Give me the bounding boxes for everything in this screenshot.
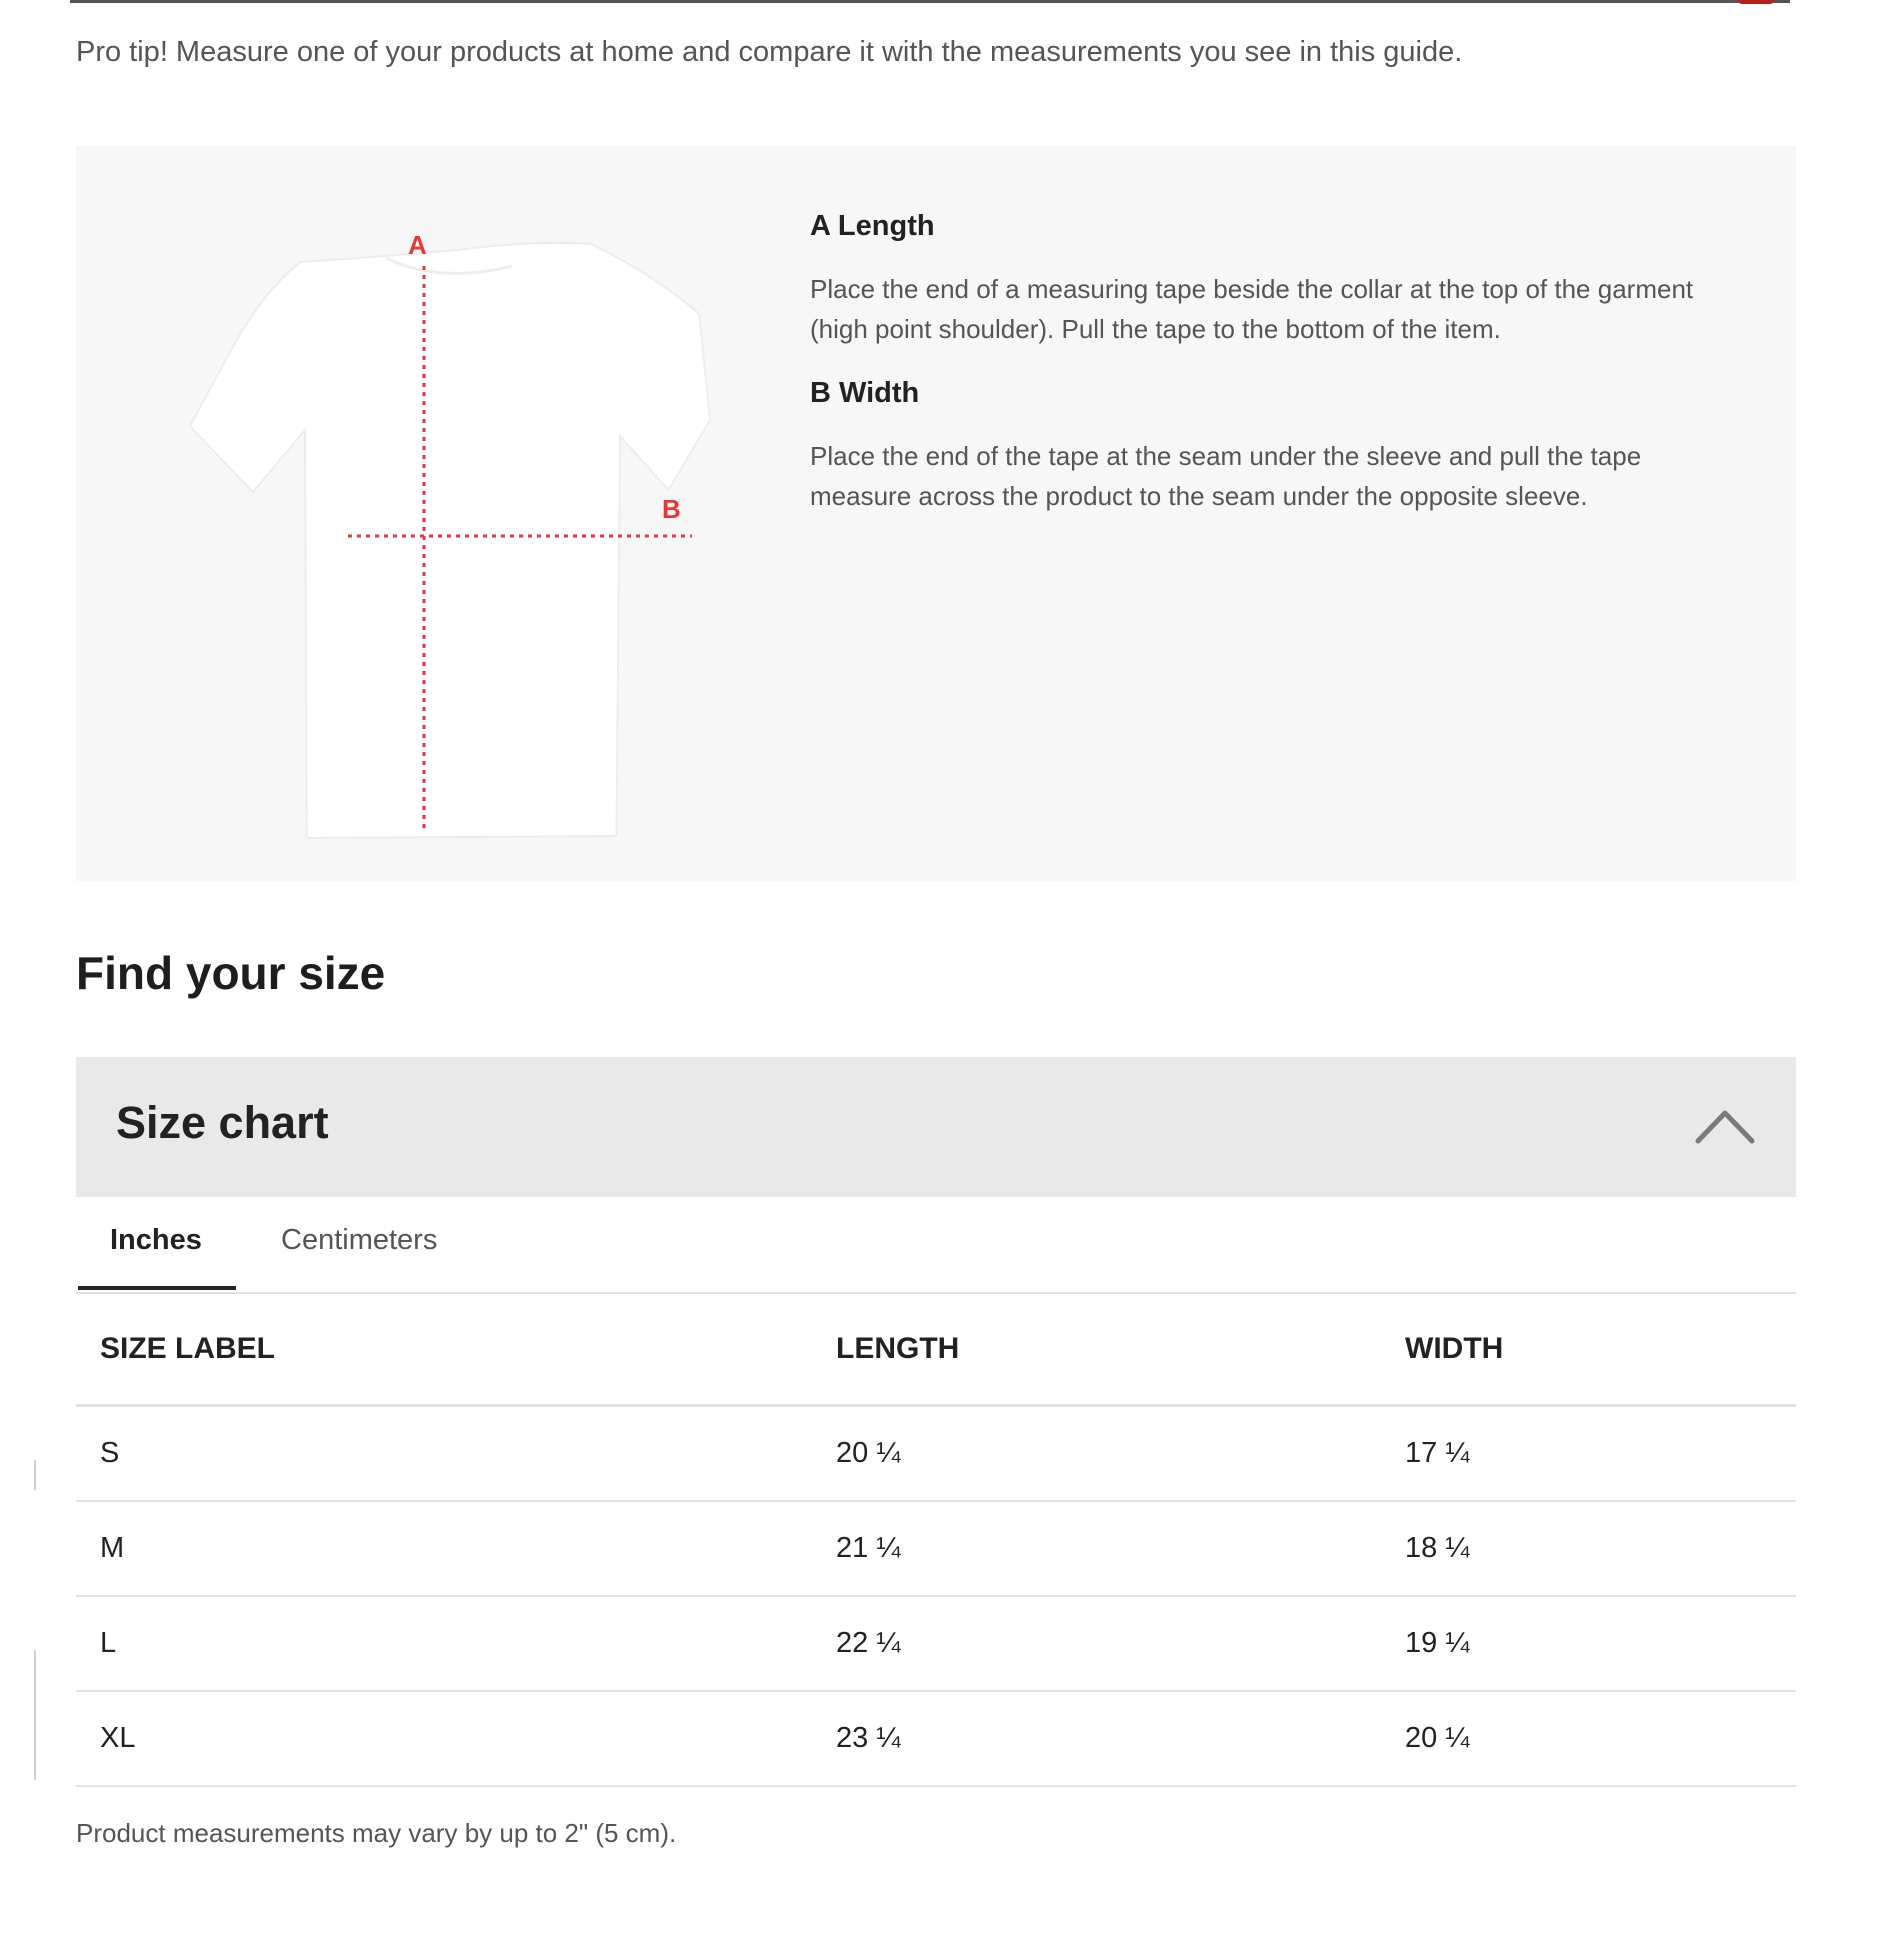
length-cell: 21 ¼ xyxy=(812,1501,1381,1596)
table-row xyxy=(76,1501,1796,1596)
left-edge-mark xyxy=(34,1460,36,1490)
column-header-length: LENGTH xyxy=(812,1294,1381,1406)
label-a: A xyxy=(408,230,427,260)
chevron-up-icon[interactable] xyxy=(1692,1105,1758,1149)
column-header-width: WIDTH xyxy=(1381,1294,1796,1406)
tshirt-measure-illustration xyxy=(136,206,756,866)
table-row xyxy=(76,1691,1796,1786)
table-row xyxy=(76,1596,1796,1691)
length-title: A Length xyxy=(810,210,935,242)
size-cell: XL xyxy=(76,1691,812,1786)
size-cell: L xyxy=(76,1596,812,1691)
top-accent-mark xyxy=(1738,0,1774,4)
size-chart-accordion-header[interactable] xyxy=(76,1057,1796,1197)
label-b: B xyxy=(662,494,681,524)
top-divider xyxy=(70,0,1790,3)
table-header-row xyxy=(76,1294,1796,1406)
left-edge-mark xyxy=(34,1650,36,1780)
tab-centimeters[interactable]: Centimeters xyxy=(281,1224,438,1256)
tshirt-shape xyxy=(190,243,710,838)
width-cell: 17 ¼ xyxy=(1381,1406,1796,1502)
length-cell: 20 ¼ xyxy=(812,1406,1381,1502)
width-description: Place the end of the tape at the seam under the sleeve and pull the tape measure across the product to the seam under the opposite sleeve. xyxy=(810,441,1642,511)
tshirt-diagram xyxy=(136,206,756,866)
find-your-size-heading: Find your size xyxy=(76,947,386,999)
width-cell: 19 ¼ xyxy=(1381,1596,1796,1691)
pro-tip-text: Pro tip! Measure one of your products at home and compare it with the measurements you see in this guide. xyxy=(76,36,1463,68)
length-description: Place the end of a measuring tape beside the collar at the top of the garment (high point shoulder). Pull the tape to the bottom of the item. xyxy=(810,274,1694,344)
size-cell: M xyxy=(76,1501,812,1596)
measurement-guide xyxy=(76,146,1796,881)
size-table xyxy=(76,1294,1796,1787)
measurement-instructions xyxy=(810,210,1730,544)
width-cell: 18 ¼ xyxy=(1381,1501,1796,1596)
size-chart-title: Size chart xyxy=(116,1097,329,1148)
active-tab-indicator xyxy=(78,1286,236,1290)
length-cell: 22 ¼ xyxy=(812,1596,1381,1691)
size-cell: S xyxy=(76,1406,812,1502)
table-row xyxy=(76,1406,1796,1502)
tab-inches[interactable]: Inches xyxy=(110,1224,202,1256)
width-cell: 20 ¼ xyxy=(1381,1691,1796,1786)
column-header-size-label: SIZE LABEL xyxy=(76,1294,812,1406)
length-cell: 23 ¼ xyxy=(812,1691,1381,1786)
width-title: B Width xyxy=(810,377,920,409)
unit-tabs xyxy=(76,1198,1796,1294)
measurement-variance-note: Product measurements may vary by up to 2" (5 cm). xyxy=(76,1818,677,1848)
